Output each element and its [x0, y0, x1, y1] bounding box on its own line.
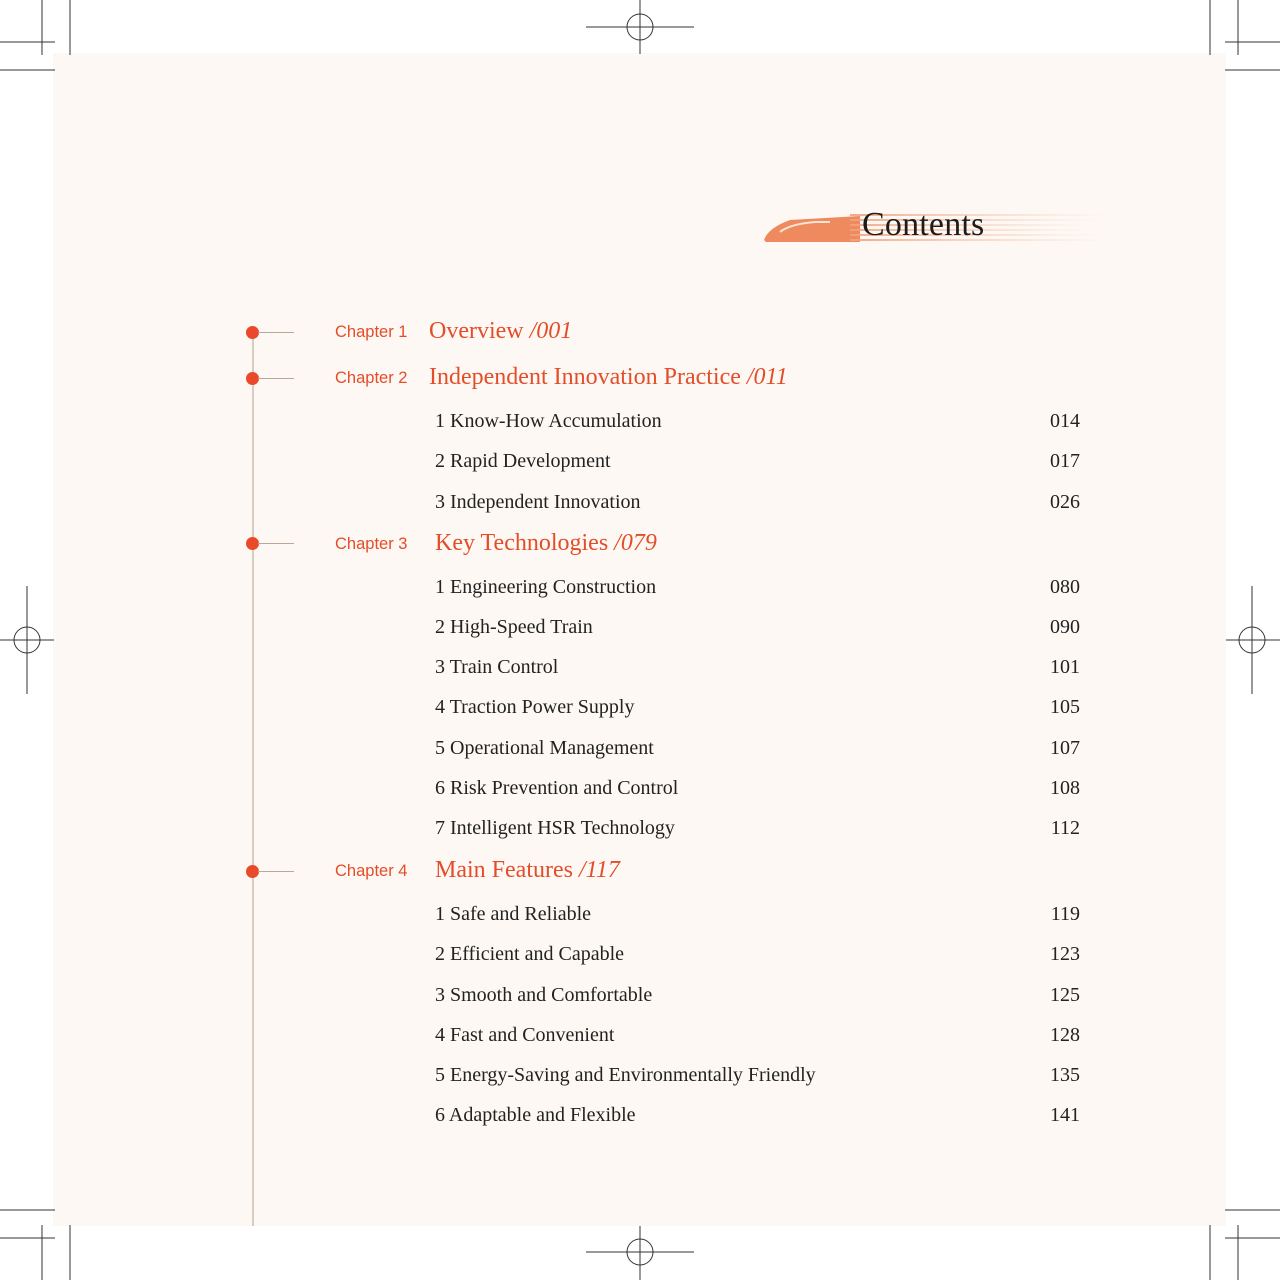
entry-title: 6 Risk Prevention and Control	[435, 777, 679, 799]
entry-title: 3 Smooth and Comfortable	[435, 984, 653, 1006]
entry-page: 107	[1050, 737, 1080, 759]
entry-page: 105	[1050, 696, 1080, 718]
entry-page: 128	[1050, 1024, 1080, 1046]
chapter-1-title[interactable]	[429, 318, 572, 345]
toc-entry[interactable]	[435, 1024, 1080, 1050]
entry-title: 2 Rapid Development	[435, 450, 611, 472]
toc-entry[interactable]	[435, 737, 1080, 763]
chapter-title-text: Independent Innovation Practice	[429, 364, 741, 390]
entry-title: 1 Know-How Accumulation	[435, 410, 662, 432]
toc-entry[interactable]	[435, 576, 1080, 602]
entry-page: 141	[1050, 1104, 1080, 1126]
chapter-title-text: Overview	[429, 318, 524, 344]
entry-page: 135	[1050, 1064, 1080, 1086]
entry-title: 3 Train Control	[435, 656, 559, 678]
toc-entry[interactable]	[435, 410, 1080, 436]
toc-entry[interactable]	[435, 491, 1080, 517]
entry-page: 125	[1050, 984, 1080, 1006]
chapter-tick	[258, 871, 294, 872]
chapter-2-label: Chapter 2	[335, 369, 408, 387]
entry-title: 5 Operational Management	[435, 737, 654, 759]
contents-heading	[760, 204, 1120, 252]
chapter-3-title[interactable]	[435, 530, 657, 557]
toc-entry[interactable]	[435, 1104, 1080, 1130]
chapter-tick	[258, 378, 294, 379]
toc-entry[interactable]	[435, 943, 1080, 969]
entry-title: 4 Traction Power Supply	[435, 696, 635, 718]
chapter-page: /079	[614, 530, 657, 556]
registration-mark-bottom	[586, 1226, 694, 1280]
toc-entry[interactable]	[435, 777, 1080, 803]
chapter-tick	[258, 332, 294, 333]
chapter-2-marker	[246, 372, 306, 386]
registration-mark-top	[586, 0, 694, 54]
toc-entry[interactable]	[435, 696, 1080, 722]
chapter-4-label: Chapter 4	[335, 862, 408, 880]
entry-page: 101	[1050, 656, 1080, 678]
chapter-4-title[interactable]	[435, 857, 620, 884]
timeline-line	[252, 332, 254, 1226]
entry-page: 112	[1050, 817, 1080, 839]
registration-mark-right	[1226, 586, 1280, 694]
entry-page: 123	[1050, 943, 1080, 965]
entry-title: 5 Energy-Saving and Environmentally Friendly	[435, 1064, 816, 1086]
entry-page: 108	[1050, 777, 1080, 799]
entry-page: 017	[1050, 450, 1080, 472]
chapter-tick	[258, 543, 294, 544]
page-title: Contents	[862, 206, 985, 243]
chapter-title-text: Main Features	[435, 857, 573, 883]
toc-entry[interactable]	[435, 1064, 1080, 1090]
registration-mark-left	[0, 586, 54, 694]
chapter-2-title[interactable]	[429, 364, 788, 391]
chapter-page: /011	[746, 364, 788, 390]
chapter-title-text: Key Technologies	[435, 530, 609, 556]
entry-page: 014	[1050, 410, 1080, 432]
entry-title: 2 Efficient and Capable	[435, 943, 625, 965]
entry-page: 080	[1050, 576, 1080, 598]
chapter-3-marker	[246, 537, 306, 551]
entry-title: 2 High-Speed Train	[435, 616, 593, 638]
toc-entry[interactable]	[435, 450, 1080, 476]
entry-title: 1 Safe and Reliable	[435, 903, 592, 925]
entry-title: 4 Fast and Convenient	[435, 1024, 615, 1046]
entry-title: 3 Independent Innovation	[435, 491, 641, 513]
chapter-1-label: Chapter 1	[335, 323, 408, 341]
chapter-4-marker	[246, 865, 306, 879]
toc-entry[interactable]	[435, 903, 1080, 929]
entry-title: 7 Intelligent HSR Technology	[435, 817, 675, 839]
entry-page: 026	[1050, 491, 1080, 513]
toc-entry[interactable]	[435, 656, 1080, 682]
entry-page: 119	[1050, 903, 1080, 925]
chapter-page: /117	[578, 857, 620, 883]
entry-title: 1 Engineering Construction	[435, 576, 657, 598]
toc-entry[interactable]	[435, 616, 1080, 642]
toc-entry[interactable]	[435, 817, 1080, 843]
entry-title: 6 Adaptable and Flexible	[435, 1104, 636, 1126]
toc-entry[interactable]	[435, 984, 1080, 1010]
chapter-page: /001	[529, 318, 573, 344]
chapter-3-label: Chapter 3	[335, 535, 408, 553]
entry-page: 090	[1050, 616, 1080, 638]
chapter-1-marker	[246, 326, 306, 340]
